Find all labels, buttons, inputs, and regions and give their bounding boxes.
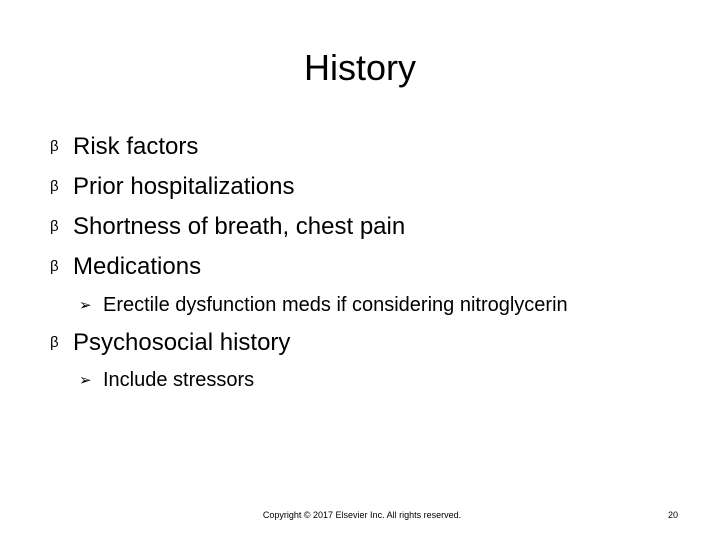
bullet-icon: β — [50, 218, 59, 235]
sub-bullet-text: Include stressors — [103, 369, 255, 391]
bullet-icon: β — [50, 258, 59, 275]
copyright-footer: Copyright © 2017 Elsevier Inc. All rights reserved. — [262, 510, 462, 520]
bullet-icon: β — [50, 334, 59, 351]
bullet-text: Risk factors — [73, 133, 199, 160]
arrow-bullet-icon: ➢ — [79, 371, 92, 389]
bullet-text: Medications — [73, 253, 202, 280]
bullet-text: Psychosocial history — [73, 329, 291, 356]
bullet-icon: β — [50, 138, 59, 155]
sub-bullet-text: Erectile dysfunction meds if considering nitroglycerin — [103, 294, 568, 316]
slide-title: History — [303, 47, 416, 88]
bullet-icon: β — [50, 178, 59, 195]
bullet-text: Prior hospitalizations — [73, 173, 295, 200]
bullet-text: Shortness of breath, chest pain — [73, 213, 406, 240]
page-number: 20 — [667, 510, 678, 520]
arrow-bullet-icon: ➢ — [79, 296, 92, 314]
